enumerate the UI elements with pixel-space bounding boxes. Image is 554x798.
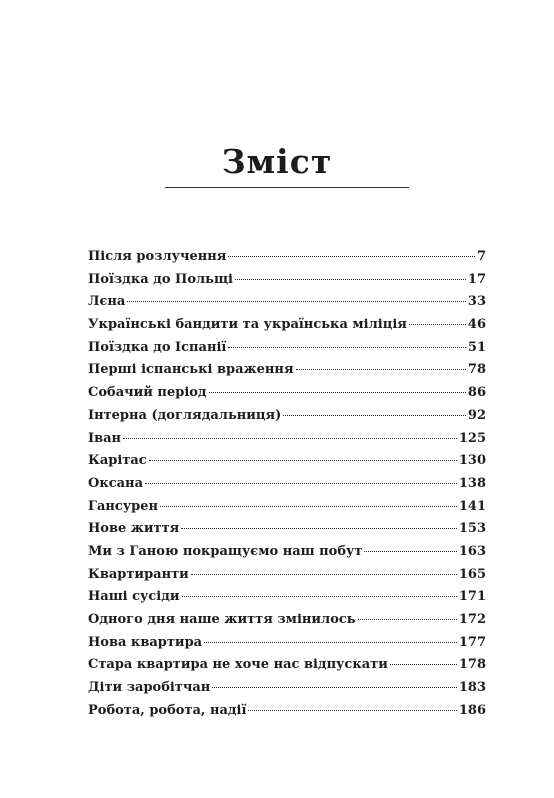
dot-leader xyxy=(212,686,457,688)
toc-entry-page-number: 165 xyxy=(458,566,486,582)
toc-entry-page-number: 51 xyxy=(467,339,486,355)
toc-entry-title: Наші сусіди xyxy=(88,589,180,605)
toc-entry-page-number: 125 xyxy=(458,430,486,446)
toc-entry xyxy=(88,541,486,564)
toc-entry xyxy=(88,609,486,632)
toc-entry-title: Оксана xyxy=(88,475,143,491)
toc-entry xyxy=(88,677,486,700)
toc-entry-page-number: 46 xyxy=(467,317,486,333)
dot-leader xyxy=(409,323,466,325)
dot-leader xyxy=(182,595,457,597)
toc-entry-title: Поїздка до Польщі xyxy=(88,271,233,287)
toc-entry-page-number: 33 xyxy=(467,294,486,310)
toc-entry-title: Стара квартира не хоче нас відпускати xyxy=(88,657,388,673)
toc-entry-title: Нове життя xyxy=(88,521,180,537)
toc-entry-page-number: 17 xyxy=(467,271,486,287)
toc-entry-page-number: 178 xyxy=(458,657,486,673)
toc-entry xyxy=(88,586,486,609)
toc-entry xyxy=(88,518,486,541)
toc-entry-page-number: 171 xyxy=(458,589,486,605)
toc-entry-page-number: 186 xyxy=(458,702,486,718)
dot-leader xyxy=(228,255,475,257)
dot-leader xyxy=(364,550,456,552)
dot-leader xyxy=(296,368,466,370)
toc-entry xyxy=(88,314,486,337)
toc-entry-title: Поїздка до Іспанії xyxy=(88,339,227,355)
page-title: Зміст xyxy=(221,142,333,182)
dot-leader xyxy=(283,414,466,416)
toc-entry-title: Собачий період xyxy=(88,385,207,401)
toc-entry xyxy=(88,246,486,269)
toc-entry-title: Квартиранти xyxy=(88,566,189,582)
table-of-contents xyxy=(88,246,486,722)
toc-entry-title: Робота, робота, надії xyxy=(88,702,247,718)
toc-entry-page-number: 153 xyxy=(458,521,486,537)
toc-entry-title: Лєна xyxy=(88,294,126,310)
toc-entry-title: Гансурен xyxy=(88,498,159,514)
dot-leader xyxy=(191,573,457,575)
toc-entry xyxy=(88,428,486,451)
toc-entry-title: Перші іспанські враження xyxy=(88,362,294,378)
toc-entry xyxy=(88,700,486,723)
dot-leader xyxy=(181,527,457,529)
toc-entry-page-number: 86 xyxy=(467,385,486,401)
toc-entry-title: Українські бандити та українська міліція xyxy=(88,317,407,333)
toc-entry-page-number: 183 xyxy=(458,680,486,696)
toc-entry xyxy=(88,269,486,292)
toc-entry xyxy=(88,473,486,496)
toc-entry-title: Після розлучення xyxy=(88,249,227,264)
toc-entry xyxy=(88,496,486,519)
toc-entry-page-number: 130 xyxy=(458,453,486,469)
toc-entry-page-number: 141 xyxy=(458,498,486,514)
toc-entry xyxy=(88,405,486,428)
dot-leader xyxy=(235,278,466,280)
toc-entry-page-number: 138 xyxy=(458,475,486,491)
toc-entry xyxy=(88,564,486,587)
toc-entry xyxy=(88,337,486,360)
toc-entry xyxy=(88,382,486,405)
toc-entry-page-number: 177 xyxy=(458,634,486,650)
dot-leader xyxy=(209,391,466,393)
dot-leader xyxy=(160,505,457,507)
dot-leader xyxy=(149,459,457,461)
toc-entry xyxy=(88,654,486,677)
toc-entry xyxy=(88,450,486,473)
dot-leader xyxy=(358,618,457,620)
toc-entry-page-number: 163 xyxy=(458,543,486,559)
toc-entry xyxy=(88,359,486,382)
toc-entry xyxy=(88,632,486,655)
toc-entry-page-number: 92 xyxy=(467,407,486,423)
toc-entry-title: Одного дня наше життя змінилось xyxy=(88,612,356,627)
dot-leader xyxy=(228,346,466,348)
dot-leader xyxy=(248,709,456,711)
toc-entry-page-number: 7 xyxy=(476,249,486,264)
title-divider xyxy=(165,187,409,188)
toc-entry-title: Нова квартира xyxy=(88,634,203,650)
toc-entry xyxy=(88,291,486,314)
dot-leader xyxy=(123,437,457,439)
dot-leader xyxy=(390,663,457,665)
dot-leader xyxy=(204,641,457,643)
toc-entry-title: Інтерна (доглядальниця) xyxy=(88,407,282,423)
toc-entry-page-number: 78 xyxy=(467,362,486,378)
toc-entry-title: Іван xyxy=(88,430,122,446)
toc-entry-title: Карітас xyxy=(88,453,147,469)
toc-entry-page-number: 172 xyxy=(458,612,486,627)
toc-entry-title: Діти заробітчан xyxy=(88,680,211,696)
dot-leader xyxy=(127,300,466,302)
toc-entry-title: Ми з Ганою покращуємо наш побут xyxy=(88,543,363,559)
dot-leader xyxy=(145,482,457,484)
